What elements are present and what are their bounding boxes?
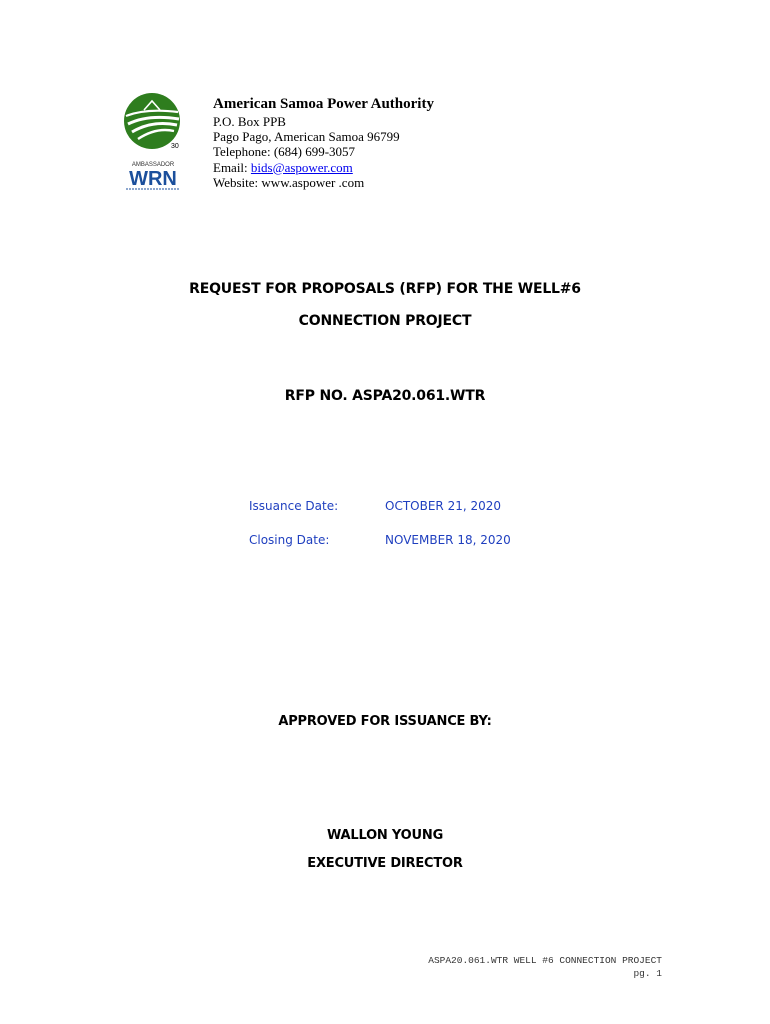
issuance-date-value: OCTOBER 21, 2020 [385,499,502,513]
address-line-2: Pago Pago, American Samoa 96799 [213,129,400,145]
approval-heading: APPROVED FOR ISSUANCE BY: [278,714,492,729]
closing-date-value: NOVEMBER 18, 2020 [385,533,511,547]
page-footer [428,954,662,980]
logo-block [118,92,188,196]
telephone: Telephone: (684) 699-3057 [213,144,356,160]
org-name: American Samoa Power Authority [213,96,434,112]
document-title-line-1: REQUEST FOR PROPOSALS (RFP) FOR THE WELL#6 [189,281,581,297]
email-label: Email: [213,159,251,175]
issuance-date-label: Issuance Date: [249,499,339,513]
footer-page-number: pg. 1 [633,968,662,979]
address-line-1: P.O. Box PPB [213,114,286,129]
wrn-text: WRN [129,168,177,190]
wrn-top-text: AMBASSADOR [131,162,175,168]
closing-date-label: Closing Date: [249,533,330,547]
website: Website: www.aspower .com [213,174,365,190]
email-link[interactable]: bids@aspower.com [250,159,353,175]
footer-doc-ref: ASPA20.061.WTR WELL #6 CONNECTION PROJECT [428,955,662,966]
letterhead [213,95,434,190]
aspa-seal-logo [122,92,184,154]
document-title-line-2: CONNECTION PROJECT [298,313,472,329]
wrn-ambassador-logo [120,158,186,192]
seal-mark-text: 30 [171,143,179,150]
approver-position: EXECUTIVE DIRECTOR [307,856,463,871]
rfp-number: RFP NO. ASPA20.061.WTR [284,388,486,404]
approver-name: WALLON YOUNG [326,828,444,843]
email-line [213,160,434,175]
